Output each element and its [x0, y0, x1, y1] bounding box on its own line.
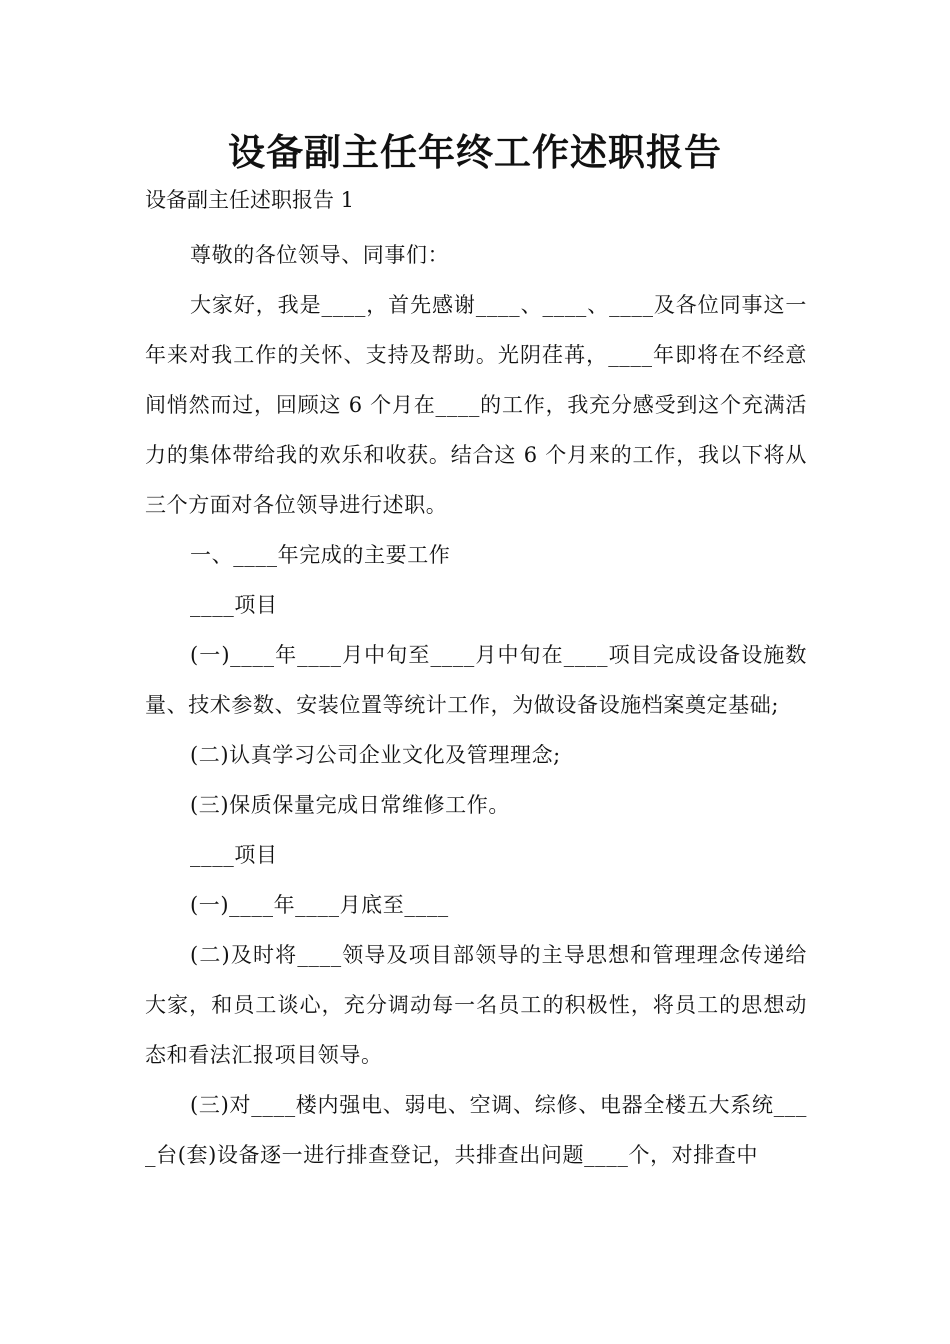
project-heading-1: ____项目 [190, 593, 278, 617]
list-item-1-2: (二)认真学习公司企业文化及管理理念; [190, 743, 561, 767]
paragraph-intro: 大家好，我是____，首先感谢____、____、____及各位同事这一年来对我工作的关怀、支持及帮助。光阴荏苒，____年即将在不经意间悄然而过，回顾这 6 个月在____的工作，我充分感受到这个充满活力的集体带给我的欢乐和收获。结合这 6 个月来的工作，我以下将从三个方面对各位领导进行述职。 [145, 293, 807, 517]
document-title: 设备副主任年终工作述职报告 [228, 131, 722, 174]
project-heading-2: ____项目 [190, 843, 278, 867]
list-item-2-1: (一)____年____月底至____ [190, 893, 449, 917]
list-item-1-1: (一)____年____月中旬至____月中旬在____项目完成设备设施数量、技术参数、安装位置等统计工作，为做设备设施档案奠定基础; [145, 643, 807, 717]
list-item-2-3: (三)对____楼内强电、弱电、空调、综修、电器全楼五大系统____台(套)设备逐一进行排查登记，共排查出问题____个，对排查中 [145, 1093, 807, 1167]
document-body [145, 180, 807, 1180]
list-item-2-2: (二)及时将____领导及项目部领导的主导思想和管理理念传递给大家，和员工谈心，充分调动每一名员工的积极性，将员工的思想动态和看法汇报项目领导。 [145, 943, 807, 1067]
section-subtitle: 设备副主任述职报告 1 [145, 188, 355, 212]
paragraph-greeting: 尊敬的各位领导、同事们： [190, 243, 450, 267]
list-item-1-3: (三)保质保量完成日常维修工作。 [190, 793, 510, 817]
section-heading-1: 一、____年完成的主要工作 [190, 543, 451, 567]
